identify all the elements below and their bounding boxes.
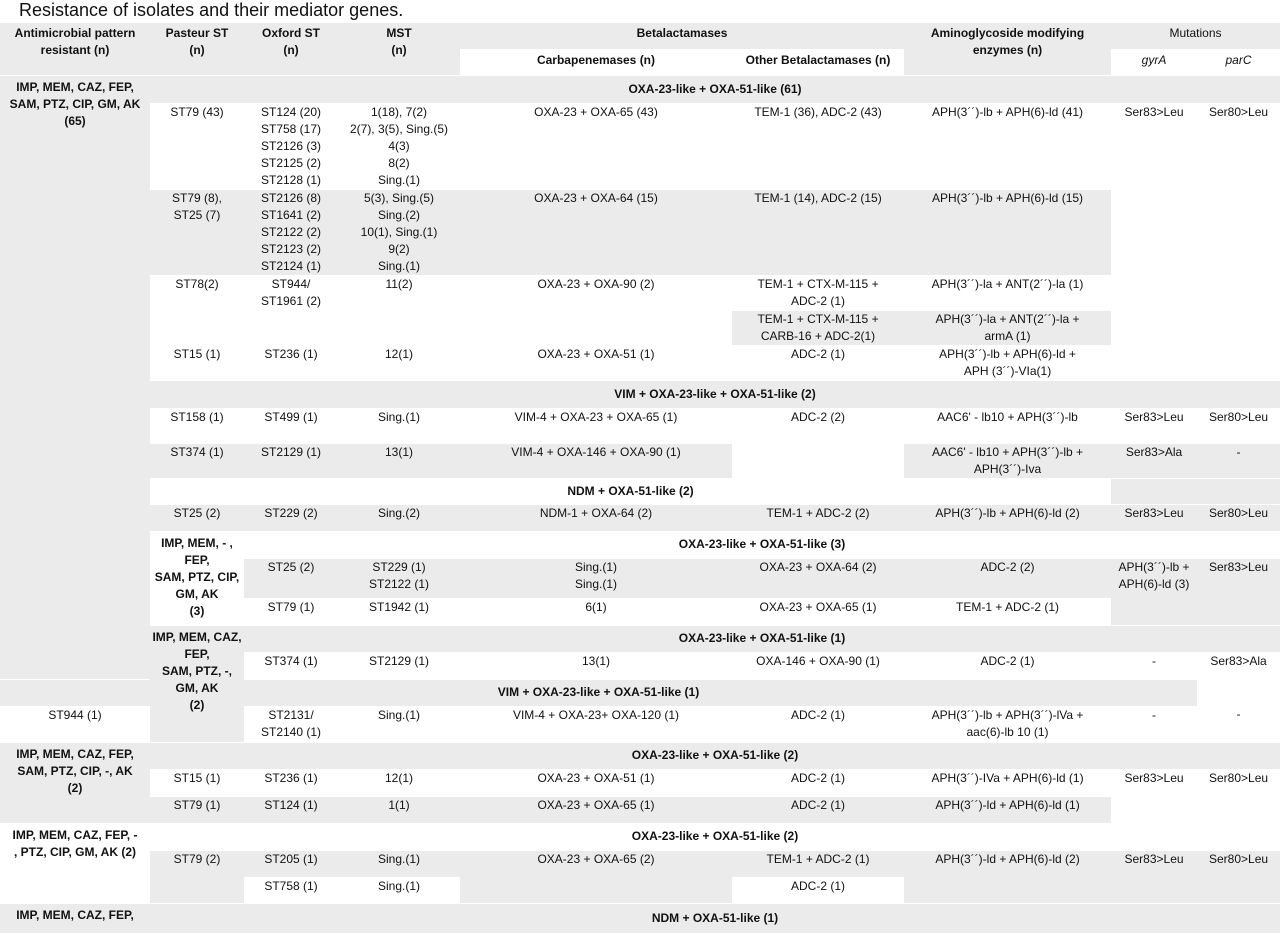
aminoglycoside-cell: - — [1111, 652, 1197, 679]
table-row — [0, 443, 1280, 478]
carbapenemase-cell: OXA-146 + OXA-90 (1) — [732, 652, 904, 679]
mst-cell: Sing.(1) — [338, 850, 460, 877]
group-label: VIM + OXA-23-like + OXA-51-like (1) — [0, 679, 1197, 706]
aminoglycoside-cell: APH(3´´)-lb + APH(3´´)-lVa + aac(6)-lb 10 (1) — [904, 706, 1111, 742]
table-row — [0, 189, 1280, 275]
other-betalactamase-cell: ADC-2 (2) — [732, 408, 904, 478]
empty-cell — [1111, 478, 1280, 504]
pasteur-cell: ST79 (8), ST25 (7) — [150, 189, 244, 275]
carbapenemase-cell: VIM-4 + OXA-146 + OXA-90 (1) — [460, 443, 732, 478]
aminoglycoside-cell: APH(3´´)-ld + APH(6)-ld (2) — [904, 850, 1111, 903]
mst-cell: Sing.(1) — [338, 706, 460, 742]
pasteur-cell: ST944 (1) — [0, 706, 150, 742]
table-row — [0, 504, 1280, 531]
other-betalactamase-cell: ADC-2 (1) — [732, 706, 904, 742]
group-row — [0, 742, 1280, 769]
header-betalactamases: Betalactamases — [460, 23, 904, 49]
aminoglycoside-cell: AAC6' - lb10 + APH(3´´)-lb + APH(3´´)-Iva — [904, 443, 1111, 478]
aminoglycoside-cell: APH(3´´)-lb + APH(6)-ld + APH (3´´)-VIa(1) — [904, 345, 1111, 380]
aminoglycoside-cell: APH(3´´)-lb + APH(6)-ld (41) — [904, 103, 1111, 189]
group-row — [0, 625, 1280, 652]
oxford-cell: ST124 (1) — [244, 796, 338, 823]
gyra-cell: Ser83>Ala — [1197, 652, 1280, 679]
header-parc: parC — [1197, 49, 1280, 75]
carbapenemase-cell: OXA-23 + OXA-64 (2) — [732, 558, 904, 598]
pasteur-cell: ST158 (1) — [150, 408, 244, 443]
other-betalactamase-cell: ADC-2 (1) — [904, 652, 1111, 679]
header-oxford-st: Oxford ST (n) — [244, 23, 338, 75]
header-pattern: Antimicrobial pattern resistant (n) — [0, 23, 150, 75]
aminoglycoside-cell: APH(3´´)-la + ANT(2´´)-la + armA (1) — [904, 310, 1111, 345]
parc-cell: Ser80>Leu — [1197, 408, 1280, 443]
group-label: OXA-23-like + OXA-51-like (61) — [150, 75, 1280, 103]
oxford-cell: ST236 (1) — [244, 769, 338, 796]
carbapenemase-cell: OXA-23 + OXA-51 (1) — [460, 345, 732, 380]
group-label: OXA-23-like + OXA-51-like (2) — [150, 742, 1280, 769]
resistance-table — [0, 23, 1280, 934]
pasteur-cell: ST374 (1) — [244, 652, 338, 679]
oxford-cell: ST2131/ ST2140 (1) — [244, 706, 338, 742]
mst-cell: 13(1) — [460, 652, 732, 679]
parc-cell: Ser80>Leu — [1197, 504, 1280, 531]
header-aminoglycoside: Aminoglycoside modifying enzymes (n) — [904, 23, 1111, 75]
pasteur-cell: ST25 (2) — [244, 558, 338, 598]
group-row — [0, 478, 1280, 504]
parc-cell: - — [1197, 443, 1280, 478]
mst-cell: 1(1) — [338, 796, 460, 823]
table-row — [0, 345, 1280, 380]
carbapenemase-cell: OXA-23 + OXA-64 (15) — [460, 189, 732, 275]
oxford-cell: ST944/ ST1961 (2) — [244, 275, 338, 345]
group-label: NDM + OXA-51-like (2) — [150, 478, 1111, 504]
pattern-cell: IMP, MEM, CAZ, FEP, SAM, PTZ, CIP, -, AK (2) — [0, 742, 150, 823]
mst-cell: 5(3), Sing.(5) Sing.(2) 10(1), Sing.(1) 9(2) Sing.(1) — [338, 189, 460, 275]
other-betalactamase-cell: TEM-1 + ADC-2 (1) — [732, 850, 904, 877]
gyra-cell: Ser83>Leu — [1111, 850, 1197, 903]
oxford-cell: ST229 (1) ST2122 (1) — [338, 558, 460, 598]
mst-cell: Sing.(1) — [338, 408, 460, 443]
gyra-cell: Ser83>Leu — [1111, 408, 1197, 443]
other-betalactamase-cell: ADC-2 (1) — [732, 769, 904, 796]
other-betalactamase-cell: TEM-1 + ADC-2 (1) — [904, 598, 1111, 625]
gyra-cell: - — [1111, 706, 1197, 742]
aminoglycoside-cell: AAC6' - lb10 + APH(3´´)-lb — [904, 408, 1111, 443]
parc-cell: Ser80>Leu — [1197, 103, 1280, 380]
pasteur-cell: ST25 (2) — [150, 504, 244, 531]
carbapenemase-cell: OXA-23 + OXA-65 (1) — [460, 796, 732, 823]
aminoglycoside-cell: APH(3´´)-la + ANT(2´´)-la (1) — [904, 275, 1111, 310]
group-label: OXA-23-like + OXA-51-like (1) — [244, 625, 1280, 652]
mst-cell: 12(1) — [338, 769, 460, 796]
mst-cell: 12(1) — [338, 345, 460, 380]
group-row — [0, 380, 1280, 408]
other-betalactamase-cell: TEM-1 + CTX-M-115 + CARB-16 + ADC-2(1) — [732, 310, 904, 345]
pattern-cell: IMP, MEM, - , FEP, SAM, PTZ, CIP, GM, AK (3) — [150, 531, 244, 625]
pasteur-cell: ST79 (1) — [150, 796, 244, 823]
other-betalactamase-cell: TEM-1 (14), ADC-2 (15) — [732, 189, 904, 275]
carbapenemase-cell: VIM-4 + OXA-23+ OXA-120 (1) — [460, 706, 732, 742]
carbapenemase-cell: OXA-23 + OXA-65 (1) — [732, 598, 904, 625]
parc-cell: Ser80>Leu — [1197, 850, 1280, 903]
mst-cell: 6(1) — [460, 598, 732, 625]
other-betalactamase-cell: TEM-1 + CTX-M-115 + ADC-2 (1) — [732, 275, 904, 310]
table-row — [0, 769, 1280, 796]
other-betalactamase-cell: ADC-2 (1) — [732, 796, 904, 823]
oxford-cell: ST499 (1) — [244, 408, 338, 443]
aminoglycoside-cell: APH(3´´)-lb + APH(6)-ld (3) — [1111, 558, 1197, 625]
aminoglycoside-cell: APH(3´´)-lb + APH(6)-ld (15) — [904, 189, 1111, 275]
other-betalactamase-cell: ADC-2 (1) — [732, 877, 904, 903]
pasteur-cell: ST15 (1) — [150, 769, 244, 796]
carbapenemase-cell: OXA-23 + OXA-65 (2) — [460, 850, 732, 903]
pattern-cell: IMP, MEM, CAZ, FEP, SAM, PTZ, -, GM, AK (2) — [150, 625, 244, 742]
pattern-cell: IMP, MEM, CAZ, FEP, SAM, PTZ, CIP, GM, AK (65) — [0, 75, 150, 679]
pasteur-cell: ST374 (1) — [150, 443, 244, 478]
oxford-cell: ST2129 (1) — [244, 443, 338, 478]
oxford-cell: ST236 (1) — [244, 345, 338, 380]
group-row — [0, 823, 1280, 850]
other-betalactamase-cell: TEM-1 + ADC-2 (2) — [732, 504, 904, 531]
gyra-cell: Ser83>Leu — [1111, 103, 1197, 380]
oxford-cell: ST205 (1) — [244, 850, 338, 877]
aminoglycoside-cell: APH(3´´)-ld + APH(6)-ld (1) — [904, 796, 1111, 823]
gyra-cell: Ser83>Leu — [1197, 558, 1280, 625]
group-row — [0, 75, 1280, 103]
carbapenemase-cell: VIM-4 + OXA-23 + OXA-65 (1) — [460, 408, 732, 443]
other-betalactamase-cell: TEM-1 (36), ADC-2 (43) — [732, 103, 904, 189]
table-row — [0, 850, 1280, 877]
mst-cell: 11(2) — [338, 275, 460, 345]
parc-cell: Ser80>Leu — [1197, 769, 1280, 823]
carbapenemase-cell: OXA-23 + OXA-90 (2) — [460, 275, 732, 345]
oxford-cell: ST2126 (8) ST1641 (2) ST2122 (2) ST2123 (2) ST2124 (1) — [244, 189, 338, 275]
header-row-1 — [0, 23, 1280, 49]
carbapenemase-cell: OXA-23 + OXA-65 (43) — [460, 103, 732, 189]
pattern-cell: IMP, MEM, CAZ, FEP, — [0, 903, 150, 933]
mst-cell: Sing.(2) — [338, 504, 460, 531]
oxford-cell: ST124 (20) ST758 (17) ST2126 (3) ST2125 (2) ST2128 (1) — [244, 103, 338, 189]
other-betalactamase-cell: ADC-2 (2) — [904, 558, 1111, 598]
oxford-cell: ST2129 (1) — [338, 652, 460, 679]
pasteur-cell: ST79 (1) — [244, 598, 338, 625]
group-label: VIM + OXA-23-like + OXA-51-like (2) — [150, 380, 1280, 408]
mst-cell: 1(18), 7(2) 2(7), 3(5), Sing.(5) 4(3) 8(2) Sing.(1) — [338, 103, 460, 189]
carbapenemase-cell: NDM-1 + OXA-64 (2) — [460, 504, 732, 531]
group-row — [0, 531, 1280, 558]
header-pasteur-st: Pasteur ST (n) — [150, 23, 244, 75]
oxford-cell: ST758 (1) — [244, 877, 338, 903]
header-gyra: gyrA — [1111, 49, 1197, 75]
pasteur-cell: ST79 (2) — [150, 850, 244, 903]
oxford-cell: ST1942 (1) — [338, 598, 460, 625]
gyra-cell: Ser83>Leu — [1111, 504, 1197, 531]
table-row — [0, 408, 1280, 443]
pasteur-cell: ST15 (1) — [150, 345, 244, 380]
pattern-cell: IMP, MEM, CAZ, FEP, - , PTZ, CIP, GM, AK (2) — [0, 823, 150, 903]
header-mutations: Mutations — [1111, 23, 1280, 49]
carbapenemase-cell: OXA-23 + OXA-51 (1) — [460, 769, 732, 796]
other-betalactamase-cell: ADC-2 (1) — [732, 345, 904, 380]
pasteur-cell: ST78(2) — [150, 275, 244, 345]
mst-cell: Sing.(1) — [338, 877, 460, 903]
oxford-cell: ST229 (2) — [244, 504, 338, 531]
parc-cell: - — [1197, 706, 1280, 742]
table-row — [0, 103, 1280, 189]
table-row — [0, 275, 1280, 310]
gyra-cell: Ser83>Ala — [1111, 443, 1197, 478]
header-other-betalactamases: Other Betalactamases (n) — [732, 49, 904, 75]
group-label: OXA-23-like + OXA-51-like (3) — [244, 531, 1280, 558]
mst-cell: Sing.(1) Sing.(1) — [460, 558, 732, 598]
aminoglycoside-cell: APH(3´´)-lb + APH(6)-ld (2) — [904, 504, 1111, 531]
table-row — [0, 796, 1280, 823]
header-carbapenemases: Carbapenemases (n) — [460, 49, 732, 75]
pasteur-cell: ST79 (43) — [150, 103, 244, 189]
group-label: NDM + OXA-51-like (1) — [150, 903, 1280, 933]
group-row — [0, 903, 1280, 933]
header-mst: MST (n) — [338, 23, 460, 75]
aminoglycoside-cell: APH(3´´)-IVa + APH(6)-ld (1) — [904, 769, 1111, 796]
gyra-cell: Ser83>Leu — [1111, 769, 1197, 823]
mst-cell: 13(1) — [338, 443, 460, 478]
table-caption: Resistance of isolates and their mediator genes. — [19, 0, 404, 20]
group-label: OXA-23-like + OXA-51-like (2) — [150, 823, 1280, 850]
